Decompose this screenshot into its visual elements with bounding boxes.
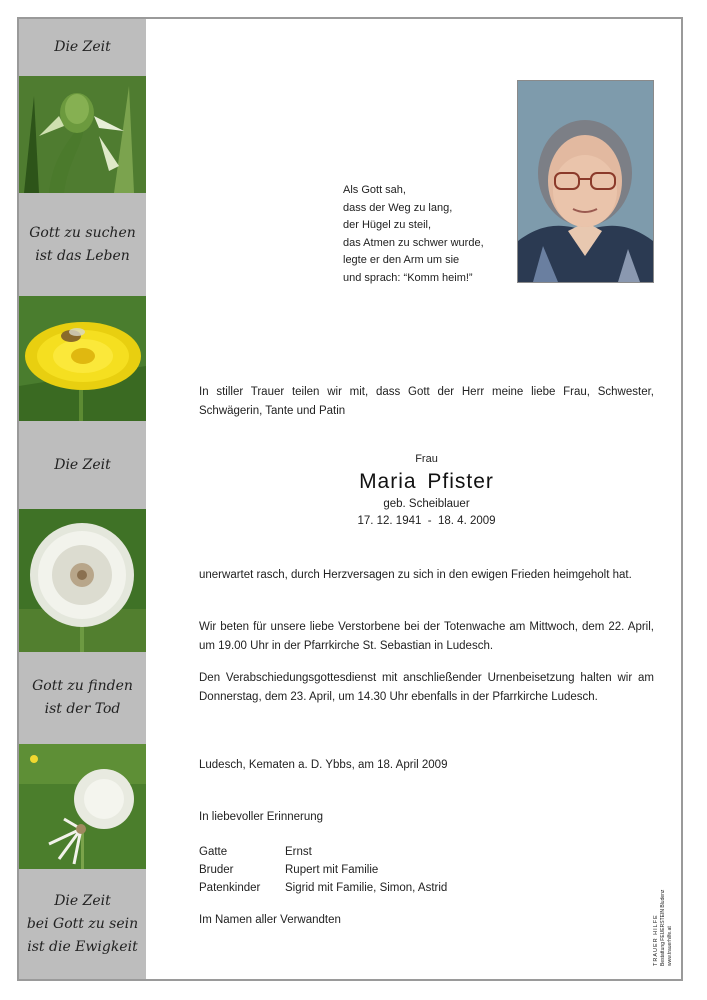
poem-line: und sprach: “Komm heim!” <box>343 271 473 284</box>
remembrance-line: In liebevoller Erinnerung <box>199 811 324 823</box>
sidebar-quote-5: Die Zeit bei Gott zu sein ist die Ewigkeit <box>19 869 146 979</box>
deceased-dates: 17. 12. 1941 - 18. 4. 2009 <box>357 515 496 527</box>
relative-role: Patenkinder <box>199 882 261 894</box>
intro-text: In stiller Trauer teilen wir mit, dass Gott der Herr meine liebe Frau, Schwester, Schwägerin, Tante und Patin <box>199 386 654 417</box>
funeral-home-logo <box>651 868 675 968</box>
relatives-list <box>199 843 447 897</box>
sidebar <box>19 19 146 979</box>
place-date: Ludesch, Kematen a. D. Ybbs, am 18. April 2009 <box>199 759 448 771</box>
deceased-maiden-name: geb. Scheiblauer <box>383 498 470 510</box>
deceased-name: Maria Pfister <box>359 470 494 493</box>
relative-row <box>199 861 447 879</box>
poem <box>343 182 484 288</box>
relative-row <box>199 843 447 861</box>
logo-line-3: www.trauerhilfe.at <box>667 926 673 966</box>
logo-line-2: Bestattung FEUERSTEIN Bludenz <box>660 889 666 966</box>
poem-line: der Hügel zu steil, <box>343 219 432 232</box>
logo-line-1: TRAUER HILFE <box>653 914 659 966</box>
relative-row <box>199 879 447 897</box>
dandelion-seedhead-photo <box>19 509 146 652</box>
paragraph-wake: Wir beten für unsere liebe Verstorbene bei der Totenwache am Mittwoch, dem 22. April, um 19.00 Uhr in der Pfarrkirche St. Sebastian in Ludesch. <box>199 621 654 652</box>
portrait-photo <box>517 80 654 283</box>
relative-names: Sigrid mit Familie, Simon, Astrid <box>285 882 448 894</box>
sidebar-quote-3: Die Zeit <box>19 421 146 509</box>
dandelion-flower-photo <box>19 296 146 421</box>
sidebar-quote-1: Die Zeit <box>19 19 146 76</box>
paragraph-funeral: Den Verabschiedungsgottesdienst mit anschließender Urnenbeisetzung halten wir am Donnerstag, dem 23. April, um 14.30 Uhr ebenfalls in der Pfarrkirche Ludesch. <box>199 672 654 703</box>
poem-line: legte er den Arm um sie <box>343 254 460 267</box>
relative-names: Ernst <box>285 846 312 858</box>
sidebar-quote-2: Gott zu suchen ist das Leben <box>19 193 146 296</box>
sidebar-quote-4: Gott zu finden ist der Tod <box>19 652 146 744</box>
deceased-title: Frau <box>415 453 438 465</box>
poem-line: dass der Weg zu lang, <box>343 201 453 214</box>
poem-line: Als Gott sah, <box>343 184 406 196</box>
relative-names: Rupert mit Familie <box>285 864 379 876</box>
relative-role: Bruder <box>199 864 234 876</box>
closing-line: Im Namen aller Verwandten <box>199 914 341 926</box>
dandelion-blowing-photo <box>19 744 146 869</box>
relative-role: Gatte <box>199 846 228 858</box>
poem-line: das Atmen zu schwer wurde, <box>343 236 484 249</box>
paragraph-passing: unerwartet rasch, durch Herzversagen zu sich in den ewigen Frieden heimgeholt hat. <box>199 569 632 581</box>
dandelion-bud-photo <box>19 76 146 193</box>
